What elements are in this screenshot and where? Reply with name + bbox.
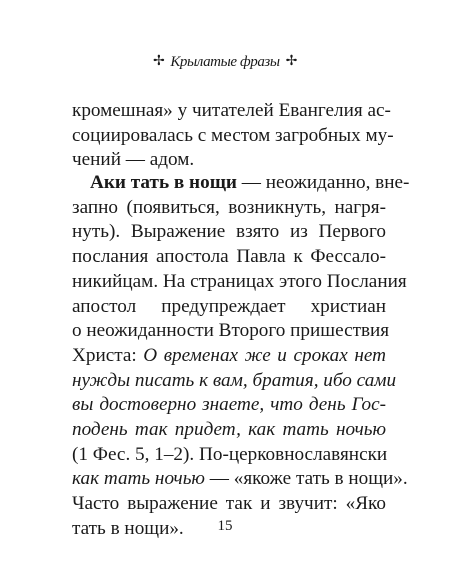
ornament-left-icon: ✢ — [153, 54, 165, 69]
text-line: социировалась с местом загробных му- — [72, 124, 394, 146]
italic-quote: О временах же и сроках нет — [143, 344, 386, 366]
text-run: тать в нощи». — [72, 517, 184, 539]
paragraph-continued — [72, 99, 394, 173]
text-line — [72, 492, 386, 517]
text-line — [72, 344, 386, 369]
text-line — [72, 270, 407, 295]
text-line — [72, 319, 390, 344]
ornament-right-icon: ✢ — [285, 54, 297, 69]
page-number: 15 — [217, 518, 233, 534]
text-run: — «якоже тать в нощи». — [204, 468, 408, 490]
text-line — [72, 393, 386, 418]
running-head — [0, 52, 450, 72]
text-line — [72, 245, 386, 270]
dictionary-entry — [72, 171, 410, 542]
text-line — [72, 418, 386, 443]
text-run: никийцам. На страницах этого Послания — [72, 270, 407, 292]
entry-term: Аки тать в нощи — [90, 172, 237, 193]
text-run: о неожиданности Второго пришествия — [72, 320, 390, 342]
text-line: чений — адом. — [72, 149, 195, 171]
text-line — [72, 443, 386, 468]
text-line — [72, 295, 386, 320]
running-head-title: Крылатые фразы — [170, 54, 280, 70]
text-run: — неожиданно, вне- — [236, 172, 410, 193]
italic-quote: нужды писать к вам, братия, ибо сами — [72, 369, 397, 391]
text-run: нуть). Выражение взято из Первого — [72, 221, 386, 243]
text-run: послания апостола Павла к Фессало- — [72, 246, 386, 268]
text-run: (1 Фес. 5, 1–2). По-церковнославянски — [72, 443, 388, 465]
italic-quote: вы достоверно знаете, что день Гос- — [72, 394, 386, 416]
italic-quote: подень так придет, как тать ночью — [72, 419, 386, 441]
text-line — [72, 369, 397, 394]
text-line — [72, 467, 408, 492]
text-run: запно (появиться, возникнуть, нагря- — [72, 196, 386, 218]
text-line — [72, 220, 386, 245]
text-run: апостол предупреждает христиан — [72, 295, 386, 317]
text-line — [72, 171, 410, 196]
italic-quote: как тать ночью — [72, 468, 205, 490]
text-run: Часто выражение так и звучит: «Яко — [72, 493, 386, 515]
text-line: кромешная» у читателей Евангелия ас- — [72, 100, 391, 121]
text-line — [72, 196, 386, 221]
text-run: Христа: — [72, 344, 144, 366]
